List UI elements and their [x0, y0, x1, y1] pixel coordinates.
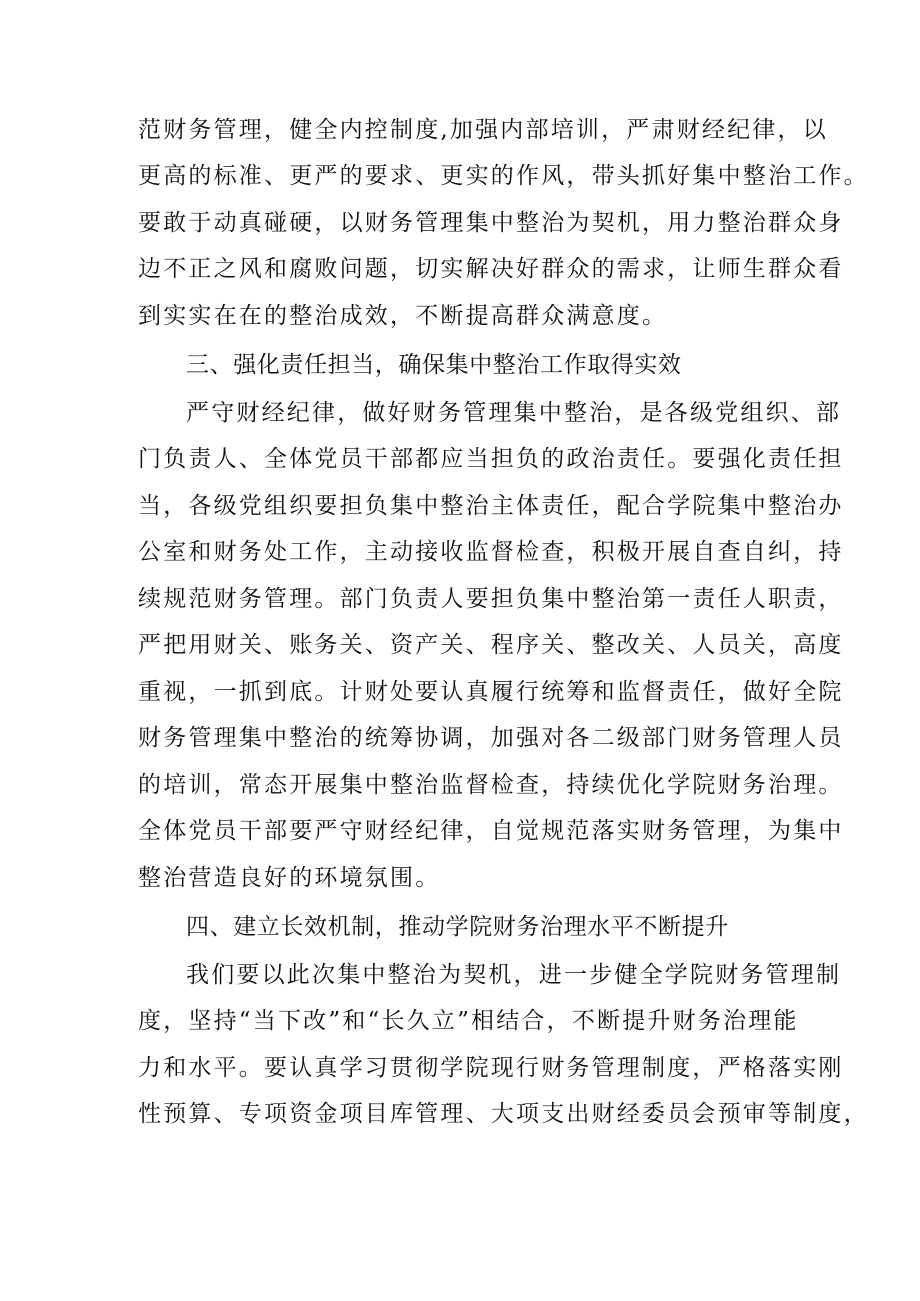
paragraph-line: 度，坚持“当下改”和“长久立”相结合，不断提升财务治理能 [138, 1008, 799, 1034]
paragraph-line: 全体党员干部要严守财经纪律，自觉规范落实财务管理，为集中 [138, 818, 844, 844]
paragraph-line: 性预算、专项资金项目库管理、大项支出财经委员会预审等制度， [138, 1101, 869, 1127]
paragraph-line: 要敢于动真碰硬，以财务管理集中整治为契机，用力整治群众身 [138, 210, 844, 236]
section-heading: 四、建立长效机制，推动学院财务治理水平不断提升 [186, 914, 729, 940]
paragraph-line: 边不正之风和腐败问题，切实解决好群众的需求，让师生群众看 [138, 256, 844, 282]
paragraph-line: 续规范财务管理。部门负责人要担负集中整治第一责任人职责， [138, 586, 844, 612]
paragraph-line: 到实实在在的整治成效，不断提高群众满意度。 [138, 303, 668, 329]
paragraph-line: 严把用财关、账务关、资产关、程序关、整改关、人员关，高度 [138, 632, 844, 658]
paragraph-line: 整治营造良好的环境氛围。 [138, 865, 441, 891]
paragraph-line: 我们要以此次集中整治为契机，进一步健全学院财务管理制 [186, 962, 842, 988]
paragraph-line: 范财务管理，健全内控制度,加强内部培训，严肃财经纪律，以 [138, 117, 828, 143]
paragraph-line: 公室和财务处工作，主动接收监督检查，积极开展自查自纠，持 [138, 539, 844, 565]
paragraph-line: 当，各级党组织要担负集中整治主体责任，配合学院集中整治办 [138, 493, 844, 519]
paragraph-line: 财务管理集中整治的统筹协调，加强对各二级部门财务管理人员 [138, 725, 844, 751]
paragraph-line: 的培训，常态开展集中整治监督检查，持续优化学院财务治理。 [138, 772, 844, 798]
paragraph-line: 严守财经纪律，做好财务管理集中整治，是各级党组织、部 [186, 400, 842, 426]
paragraph-line: 力和水平。要认真学习贯彻学院现行财务管理制度，严格落实刚 [138, 1055, 844, 1081]
paragraph-line: 更高的标准、更严的要求、更实的作风，带头抓好集中整治工作。 [138, 163, 869, 189]
section-heading: 三、强化责任担当，确保集中整治工作取得实效 [186, 352, 682, 378]
paragraph-line: 重视，一抓到底。计财处要认真履行统筹和监督责任，做好全院 [138, 679, 844, 705]
paragraph-line: 门负责人、全体党员干部都应当担负的政治责任。要强化责任担 [138, 446, 844, 472]
